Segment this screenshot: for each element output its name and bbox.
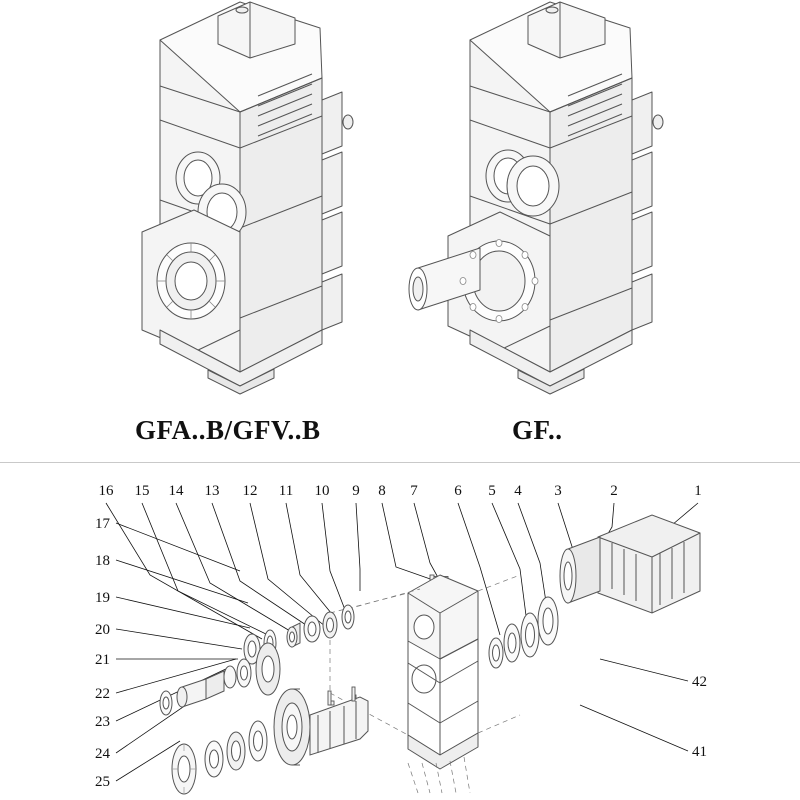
callout-20: 20 <box>95 622 110 638</box>
callout-10: 10 <box>314 483 330 499</box>
callout-24: 24 <box>95 746 110 762</box>
callout-1: 1 <box>694 483 702 499</box>
callout-11: 11 <box>278 483 294 499</box>
callout-14: 14 <box>168 483 184 499</box>
callout-2: 2 <box>610 483 618 499</box>
callout-9: 9 <box>352 483 360 499</box>
callout-23: 23 <box>95 714 110 730</box>
callout-5: 5 <box>488 483 496 499</box>
callout-12: 12 <box>242 483 258 499</box>
callout-18: 18 <box>95 553 110 569</box>
gearbox-with-output-shaft-isometric-icon <box>400 0 800 400</box>
callout-22: 22 <box>95 686 110 702</box>
callout-8: 8 <box>378 483 386 499</box>
callout-42: 42 <box>692 674 707 690</box>
callout-4: 4 <box>514 483 522 499</box>
callout-3: 3 <box>554 483 562 499</box>
callout-25: 25 <box>95 774 110 790</box>
exploded-view-section <box>0 463 800 800</box>
caption-right-model: GF.. <box>512 415 563 445</box>
callout-13: 13 <box>204 483 220 499</box>
callout-19: 19 <box>95 590 110 606</box>
caption-left-model: GFA..B/GFV..B <box>135 415 321 445</box>
callout-21: 21 <box>95 652 110 668</box>
callout-15: 15 <box>134 483 150 499</box>
callout-17: 17 <box>95 516 110 532</box>
callout-6: 6 <box>454 483 462 499</box>
callout-16: 16 <box>98 483 114 499</box>
callout-7: 7 <box>410 483 418 499</box>
callout-41: 41 <box>692 744 707 760</box>
